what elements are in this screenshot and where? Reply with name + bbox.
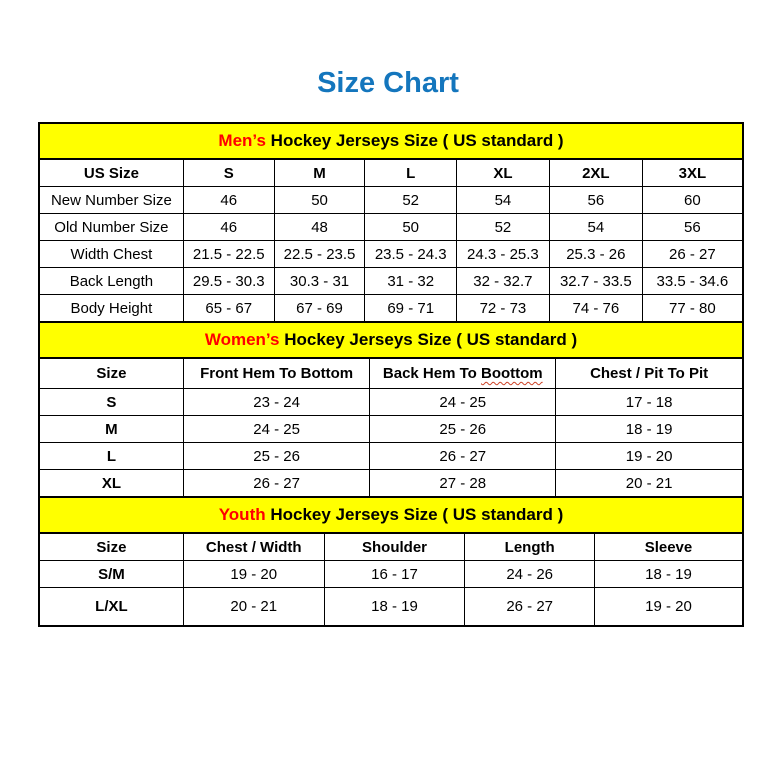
womens-section-band (39, 322, 743, 358)
column-header: S (183, 159, 274, 187)
cell-value: 29.5 - 30.3 (183, 268, 274, 295)
cell-value: 50 (365, 214, 457, 241)
cell-value: 24.3 - 25.3 (456, 241, 549, 268)
row-label: XL (39, 470, 183, 498)
column-header: Shoulder (324, 533, 465, 561)
cell-value: 26 - 27 (642, 241, 743, 268)
youth-size-table (38, 496, 744, 627)
mens-section-band (39, 123, 743, 159)
cell-value: 18 - 19 (594, 561, 743, 588)
cell-value: 56 (642, 214, 743, 241)
column-header: US Size (39, 159, 183, 187)
mens-header-row (39, 159, 743, 187)
cell-value: 24 - 25 (370, 389, 556, 416)
cell-value: 23 - 24 (183, 389, 370, 416)
table-row (39, 214, 743, 241)
column-header: Size (39, 533, 183, 561)
cell-value: 46 (183, 187, 274, 214)
cell-value: 20 - 21 (183, 588, 324, 627)
cell-value: 22.5 - 23.5 (274, 241, 365, 268)
youth-section-title-highlight: Youth (218, 505, 266, 524)
womens-header-row (39, 358, 743, 389)
cell-value: 18 - 19 (556, 416, 743, 443)
cell-value: 52 (456, 214, 549, 241)
row-label: L (39, 443, 183, 470)
cell-value: 72 - 73 (456, 295, 549, 323)
cell-value: 26 - 27 (465, 588, 595, 627)
row-label: L/XL (39, 588, 183, 627)
cell-value: 26 - 27 (370, 443, 556, 470)
misspelled-word: Boottom (481, 365, 543, 382)
table-row (39, 389, 743, 416)
cell-value: 31 - 32 (365, 268, 457, 295)
cell-value: 46 (183, 214, 274, 241)
cell-value: 48 (274, 214, 365, 241)
womens-section-title (39, 322, 743, 358)
cell-value: 69 - 71 (365, 295, 457, 323)
table-row (39, 187, 743, 214)
cell-value: 24 - 25 (183, 416, 370, 443)
column-header: L (365, 159, 457, 187)
cell-value: 18 - 19 (324, 588, 465, 627)
row-label: Old Number Size (39, 214, 183, 241)
column-header: XL (456, 159, 549, 187)
cell-value: 19 - 20 (594, 588, 743, 627)
womens-section-title-highlight: Women’s (204, 330, 280, 349)
cell-value: 24 - 26 (465, 561, 595, 588)
row-label: S (39, 389, 183, 416)
cell-value: 54 (456, 187, 549, 214)
cell-value: 17 - 18 (556, 389, 743, 416)
column-header: Length (465, 533, 595, 561)
size-chart-tables (38, 122, 744, 627)
womens-size-table (38, 321, 744, 498)
table-row (39, 268, 743, 295)
table-row (39, 241, 743, 268)
column-header: M (274, 159, 365, 187)
cell-value: 74 - 76 (549, 295, 642, 323)
womens-section-title-rest: Hockey Jerseys Size ( US standard ) (279, 330, 578, 349)
row-label: Body Height (39, 295, 183, 323)
column-header: Back Hem To Boottom (370, 358, 556, 389)
mens-section-title-rest: Hockey Jerseys Size ( US standard ) (265, 131, 564, 150)
column-header: 3XL (642, 159, 743, 187)
cell-value: 65 - 67 (183, 295, 274, 323)
cell-value: 19 - 20 (556, 443, 743, 470)
youth-section-title (39, 497, 743, 533)
cell-value: 32.7 - 33.5 (549, 268, 642, 295)
cell-value: 20 - 21 (556, 470, 743, 498)
table-row (39, 416, 743, 443)
column-header: Size (39, 358, 183, 389)
table-row (39, 588, 743, 627)
row-label: S/M (39, 561, 183, 588)
cell-value: 77 - 80 (642, 295, 743, 323)
column-header: Sleeve (594, 533, 743, 561)
column-header: Front Hem To Bottom (183, 358, 370, 389)
youth-section-band (39, 497, 743, 533)
cell-value: 25.3 - 26 (549, 241, 642, 268)
row-label: M (39, 416, 183, 443)
cell-value: 67 - 69 (274, 295, 365, 323)
cell-value: 52 (365, 187, 457, 214)
cell-value: 56 (549, 187, 642, 214)
size-chart-page (0, 66, 776, 627)
column-header: Chest / Width (183, 533, 324, 561)
youth-section-title-rest: Hockey Jerseys Size ( US standard ) (265, 505, 564, 524)
cell-value: 21.5 - 22.5 (183, 241, 274, 268)
mens-size-table (38, 122, 744, 323)
cell-value: 16 - 17 (324, 561, 465, 588)
row-label: Back Length (39, 268, 183, 295)
cell-value: 32 - 32.7 (456, 268, 549, 295)
table-row (39, 295, 743, 323)
cell-value: 19 - 20 (183, 561, 324, 588)
cell-value: 50 (274, 187, 365, 214)
cell-value: 30.3 - 31 (274, 268, 365, 295)
cell-value: 54 (549, 214, 642, 241)
row-label: Width Chest (39, 241, 183, 268)
mens-section-title-highlight: Men’s (218, 131, 266, 150)
page-title: Size Chart (317, 67, 459, 99)
table-row (39, 443, 743, 470)
column-header: 2XL (549, 159, 642, 187)
table-row (39, 561, 743, 588)
cell-value: 25 - 26 (370, 416, 556, 443)
column-header: Chest / Pit To Pit (556, 358, 743, 389)
cell-value: 27 - 28 (370, 470, 556, 498)
cell-value: 60 (642, 187, 743, 214)
youth-header-row (39, 533, 743, 561)
mens-section-title (39, 123, 743, 159)
cell-value: 33.5 - 34.6 (642, 268, 743, 295)
row-label: New Number Size (39, 187, 183, 214)
table-row (39, 470, 743, 498)
cell-value: 25 - 26 (183, 443, 370, 470)
cell-value: 26 - 27 (183, 470, 370, 498)
cell-value: 23.5 - 24.3 (365, 241, 457, 268)
